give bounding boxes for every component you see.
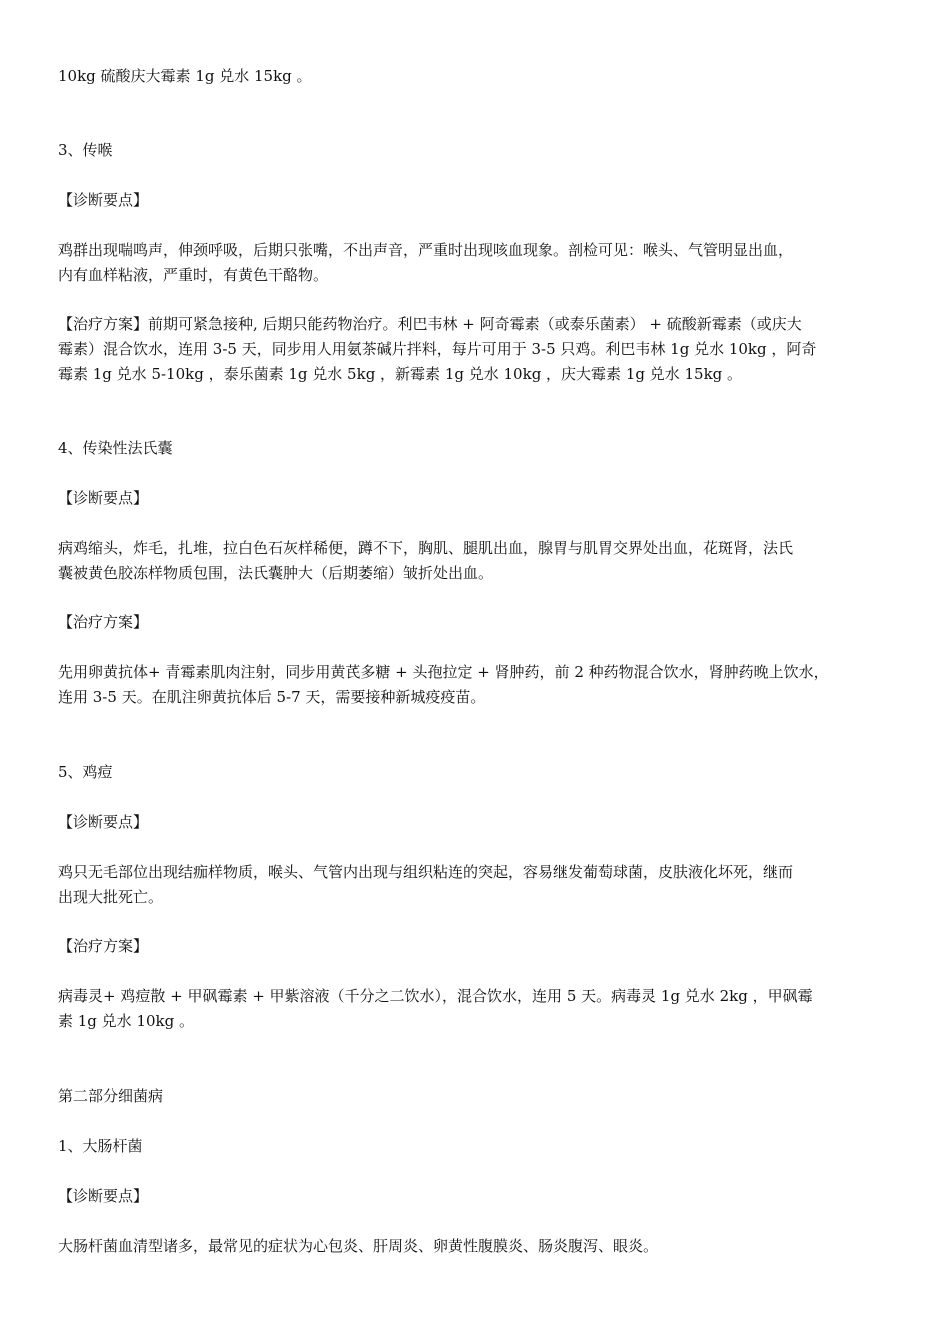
diagnosis-text — [58, 238, 903, 288]
diagnosis-text — [58, 860, 903, 910]
text-line: 【治疗方案】 — [58, 937, 149, 955]
treatment-heading — [58, 610, 903, 635]
text-line: 囊被黄色胶冻样物质包围，法氏囊肿大（后期萎缩）皱折处出血。 — [58, 564, 494, 582]
diagnosis-text — [58, 536, 903, 586]
section-heading-pox — [58, 760, 903, 785]
diagnosis-text — [58, 1234, 903, 1259]
text-line: 鸡群出现喘鸣声，伸颈呼吸，后期只张嘴，不出声音，严重时出现咳血现象。剖检可见：喉头、气管明显出血， — [58, 241, 794, 259]
text-line: 【诊断要点】 — [58, 1187, 149, 1205]
section-heading-ibd — [58, 436, 903, 461]
diagnosis-heading — [58, 810, 903, 835]
text-line: 大肠杆菌血清型诸多，最常见的症状为心包炎、肝周炎、卵黄性腹膜炎、肠炎腹泻、眼炎。 — [58, 1237, 659, 1255]
text-line: 霉素）混合饮水，连用 3-5 天，同步用人用氨茶碱片拌料，每片可用于 3-5 只鸡。利巴韦林 1g 兑水 10kg ，阿奇 — [58, 340, 817, 358]
treatment-text — [58, 984, 903, 1034]
text-line: 3、传喉 — [58, 141, 113, 159]
text-line: 【诊断要点】 — [58, 191, 149, 209]
text-line: 连用 3-5 天。在肌注卵黄抗体后 5-7 天，需要接种新城疫疫苗。 — [58, 688, 486, 706]
section-heading-ecoli — [58, 1134, 903, 1159]
diagnosis-heading — [58, 188, 903, 213]
text-line: 病毒灵+ 鸡痘散 + 甲砜霉素 + 甲紫溶液（千分之二饮水），混合饮水，连用 5 天。病毒灵 1g 兑水 2kg ，甲砜霉 — [58, 987, 813, 1005]
treatment-text — [58, 660, 903, 710]
diagnosis-heading — [58, 1184, 903, 1209]
text-line: 【治疗方案】前期可紧急接种, 后期只能药物治疗。利巴韦林 + 阿奇霉素（或泰乐菌素） + 硫酸新霉素（或庆大 — [58, 315, 802, 333]
text-line: 【诊断要点】 — [58, 489, 149, 507]
treatment-text — [58, 312, 903, 387]
treatment-heading — [58, 934, 903, 959]
text-line: 先用卵黄抗体+ 青霉素肌肉注射，同步用黄芪多糖 + 头孢拉定 + 肾肿药，前 2 种药物混合饮水，肾肿药晚上饮水， — [58, 663, 829, 681]
text-line: 1、大肠杆菌 — [58, 1137, 143, 1155]
text-line: 4、传染性法氏囊 — [58, 439, 173, 457]
part-heading-bacterial — [58, 1084, 903, 1109]
text-line: 素 1g 兑水 10kg 。 — [58, 1012, 194, 1030]
text-line: 内有血样粘液，严重时，有黄色干酪物。 — [58, 266, 329, 284]
text-line: 【诊断要点】 — [58, 813, 149, 831]
text-line: 鸡只无毛部位出现结痂样物质，喉头、气管内出现与组织粘连的突起，容易继发葡萄球菌，皮肤液化坏死，继而 — [58, 863, 794, 881]
text-line: 霉素 1g 兑水 5-10kg ，泰乐菌素 1g 兑水 5kg ，新霉素 1g 兑水 10kg ，庆大霉素 1g 兑水 15kg 。 — [58, 365, 743, 383]
text-line: 【治疗方案】 — [58, 613, 149, 631]
diagnosis-heading — [58, 486, 903, 511]
text-line: 第二部分细菌病 — [58, 1087, 164, 1105]
dosage-line — [58, 64, 903, 89]
section-heading-ilt — [58, 138, 903, 163]
text-line: 10kg 硫酸庆大霉素 1g 兑水 15kg 。 — [58, 67, 312, 85]
text-line: 5、鸡痘 — [58, 763, 113, 781]
text-line: 病鸡缩头，炸毛，扎堆，拉白色石灰样稀便，蹲不下，胸肌、腿肌出血，腺胃与肌胃交界处出血，花斑肾，法氏 — [58, 539, 794, 557]
text-line: 出现大批死亡。 — [58, 888, 164, 906]
